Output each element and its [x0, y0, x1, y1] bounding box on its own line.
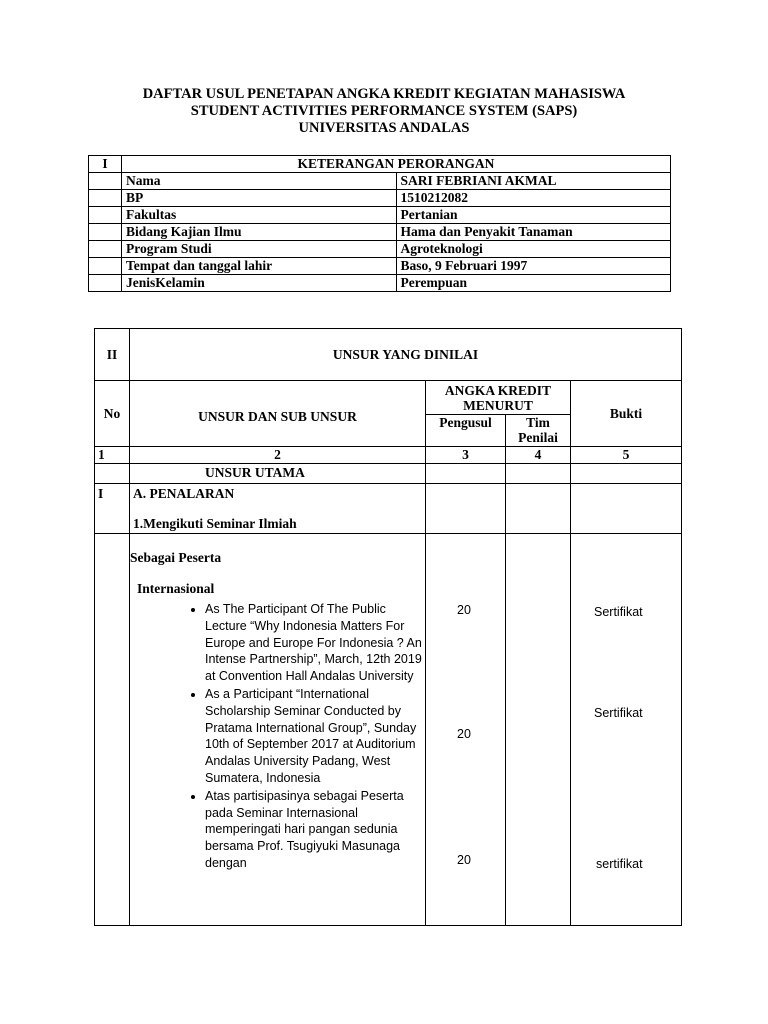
score-value: 20	[457, 603, 471, 617]
info-label: Bidang Kajian Ilmu	[122, 224, 397, 241]
info-row	[89, 224, 671, 241]
personal-info-table	[88, 155, 671, 292]
col-number: 3	[426, 447, 506, 464]
col-number: 5	[571, 447, 682, 464]
internasional-label: Internasional	[137, 581, 215, 596]
info-value: Perempuan	[396, 275, 671, 292]
col-header-angka-kredit: ANGKA KREDIT MENURUT	[426, 381, 571, 415]
column-number-row	[95, 447, 682, 464]
info-label: Program Studi	[122, 241, 397, 258]
unsur-utama-label: UNSUR UTAMA	[205, 465, 305, 480]
info-value: Baso, 9 Februari 1997	[396, 258, 671, 275]
list-item: • As The Participant Of The Public Lecture “Why Indonesia Matters For Europe and Europe For Indonesia ? An Intense Partnership”, March, 12th 2019 at Convention Hall Andalas University	[205, 601, 422, 685]
col-number: 2	[130, 447, 426, 464]
info-row	[89, 173, 671, 190]
document-title	[0, 86, 768, 137]
bukti-value: Sertifikat	[594, 706, 643, 720]
info-value: SARI FEBRIANI AKMAL	[396, 173, 671, 190]
col-header-bukti: Bukti	[571, 381, 682, 447]
info-row	[89, 258, 671, 275]
score-value: 20	[457, 853, 471, 867]
section-number: II	[95, 329, 130, 381]
info-label: Nama	[122, 173, 397, 190]
row-number: I	[95, 484, 130, 534]
list-item: • As a Participant “International Scholarship Seminar Conducted by Pratama International Group”, Sunday 10th of September 2017 at Auditorium Andalas University Padang, West Sumatera, Indonesia	[205, 686, 422, 787]
title-line-2: STUDENT ACTIVITIES PERFORMANCE SYSTEM (SAPS)	[190, 103, 578, 119]
col-header-pengusul: Pengusul	[426, 415, 506, 447]
info-value: Pertanian	[396, 207, 671, 224]
info-label: Tempat dan tanggal lahir	[122, 258, 397, 275]
col-number: 4	[506, 447, 571, 464]
bukti-value: sertifikat	[596, 857, 643, 871]
col-header-tim-penilai: Tim Penilai	[506, 415, 571, 447]
assessment-table	[94, 328, 682, 926]
section-number: I	[89, 156, 122, 173]
info-row	[89, 207, 671, 224]
info-label: JenisKelamin	[122, 275, 397, 292]
info-value: 1510212082	[396, 190, 671, 207]
bukti-value: Sertifikat	[594, 605, 643, 619]
col-number: 1	[95, 447, 130, 464]
seminar-items-row	[95, 534, 682, 926]
assessment-header-row	[95, 329, 682, 381]
section-title: KETERANGAN PERORANGAN	[122, 156, 671, 173]
info-value: Hama dan Penyakit Tanaman	[396, 224, 671, 241]
info-label: Fakultas	[122, 207, 397, 224]
info-row	[89, 241, 671, 258]
sebagai-peserta-label: Sebagai Peserta	[130, 550, 222, 565]
info-row	[89, 275, 671, 292]
section-title: UNSUR YANG DINILAI	[130, 329, 682, 381]
col-header-unsur: UNSUR DAN SUB UNSUR	[130, 381, 426, 447]
score-value: 20	[457, 727, 471, 741]
info-value: Agroteknologi	[396, 241, 671, 258]
info-label: BP	[122, 190, 397, 207]
title-line-3: UNIVERSITAS ANDALAS	[298, 120, 470, 136]
col-header-no: No	[95, 381, 130, 447]
unsur-utama-row	[95, 464, 682, 484]
penalaran-row	[95, 484, 682, 534]
seminar-list	[133, 601, 422, 872]
title-line-1: DAFTAR USUL PENETAPAN ANGKA KREDIT KEGIATAN MAHASISWA	[142, 86, 626, 102]
sub-unsur-seminar: 1.Mengikuti Seminar Ilmiah	[133, 516, 297, 531]
penalaran-label: A. PENALARAN	[133, 486, 235, 501]
personal-header-row	[89, 156, 671, 173]
list-item: • Atas partisipasinya sebagai Peserta pada Seminar Internasional memperingati hari pangan sedunia bersama Prof. Tsugiyuki Masunaga dengan	[205, 788, 422, 872]
column-header-row	[95, 381, 682, 415]
info-row	[89, 190, 671, 207]
